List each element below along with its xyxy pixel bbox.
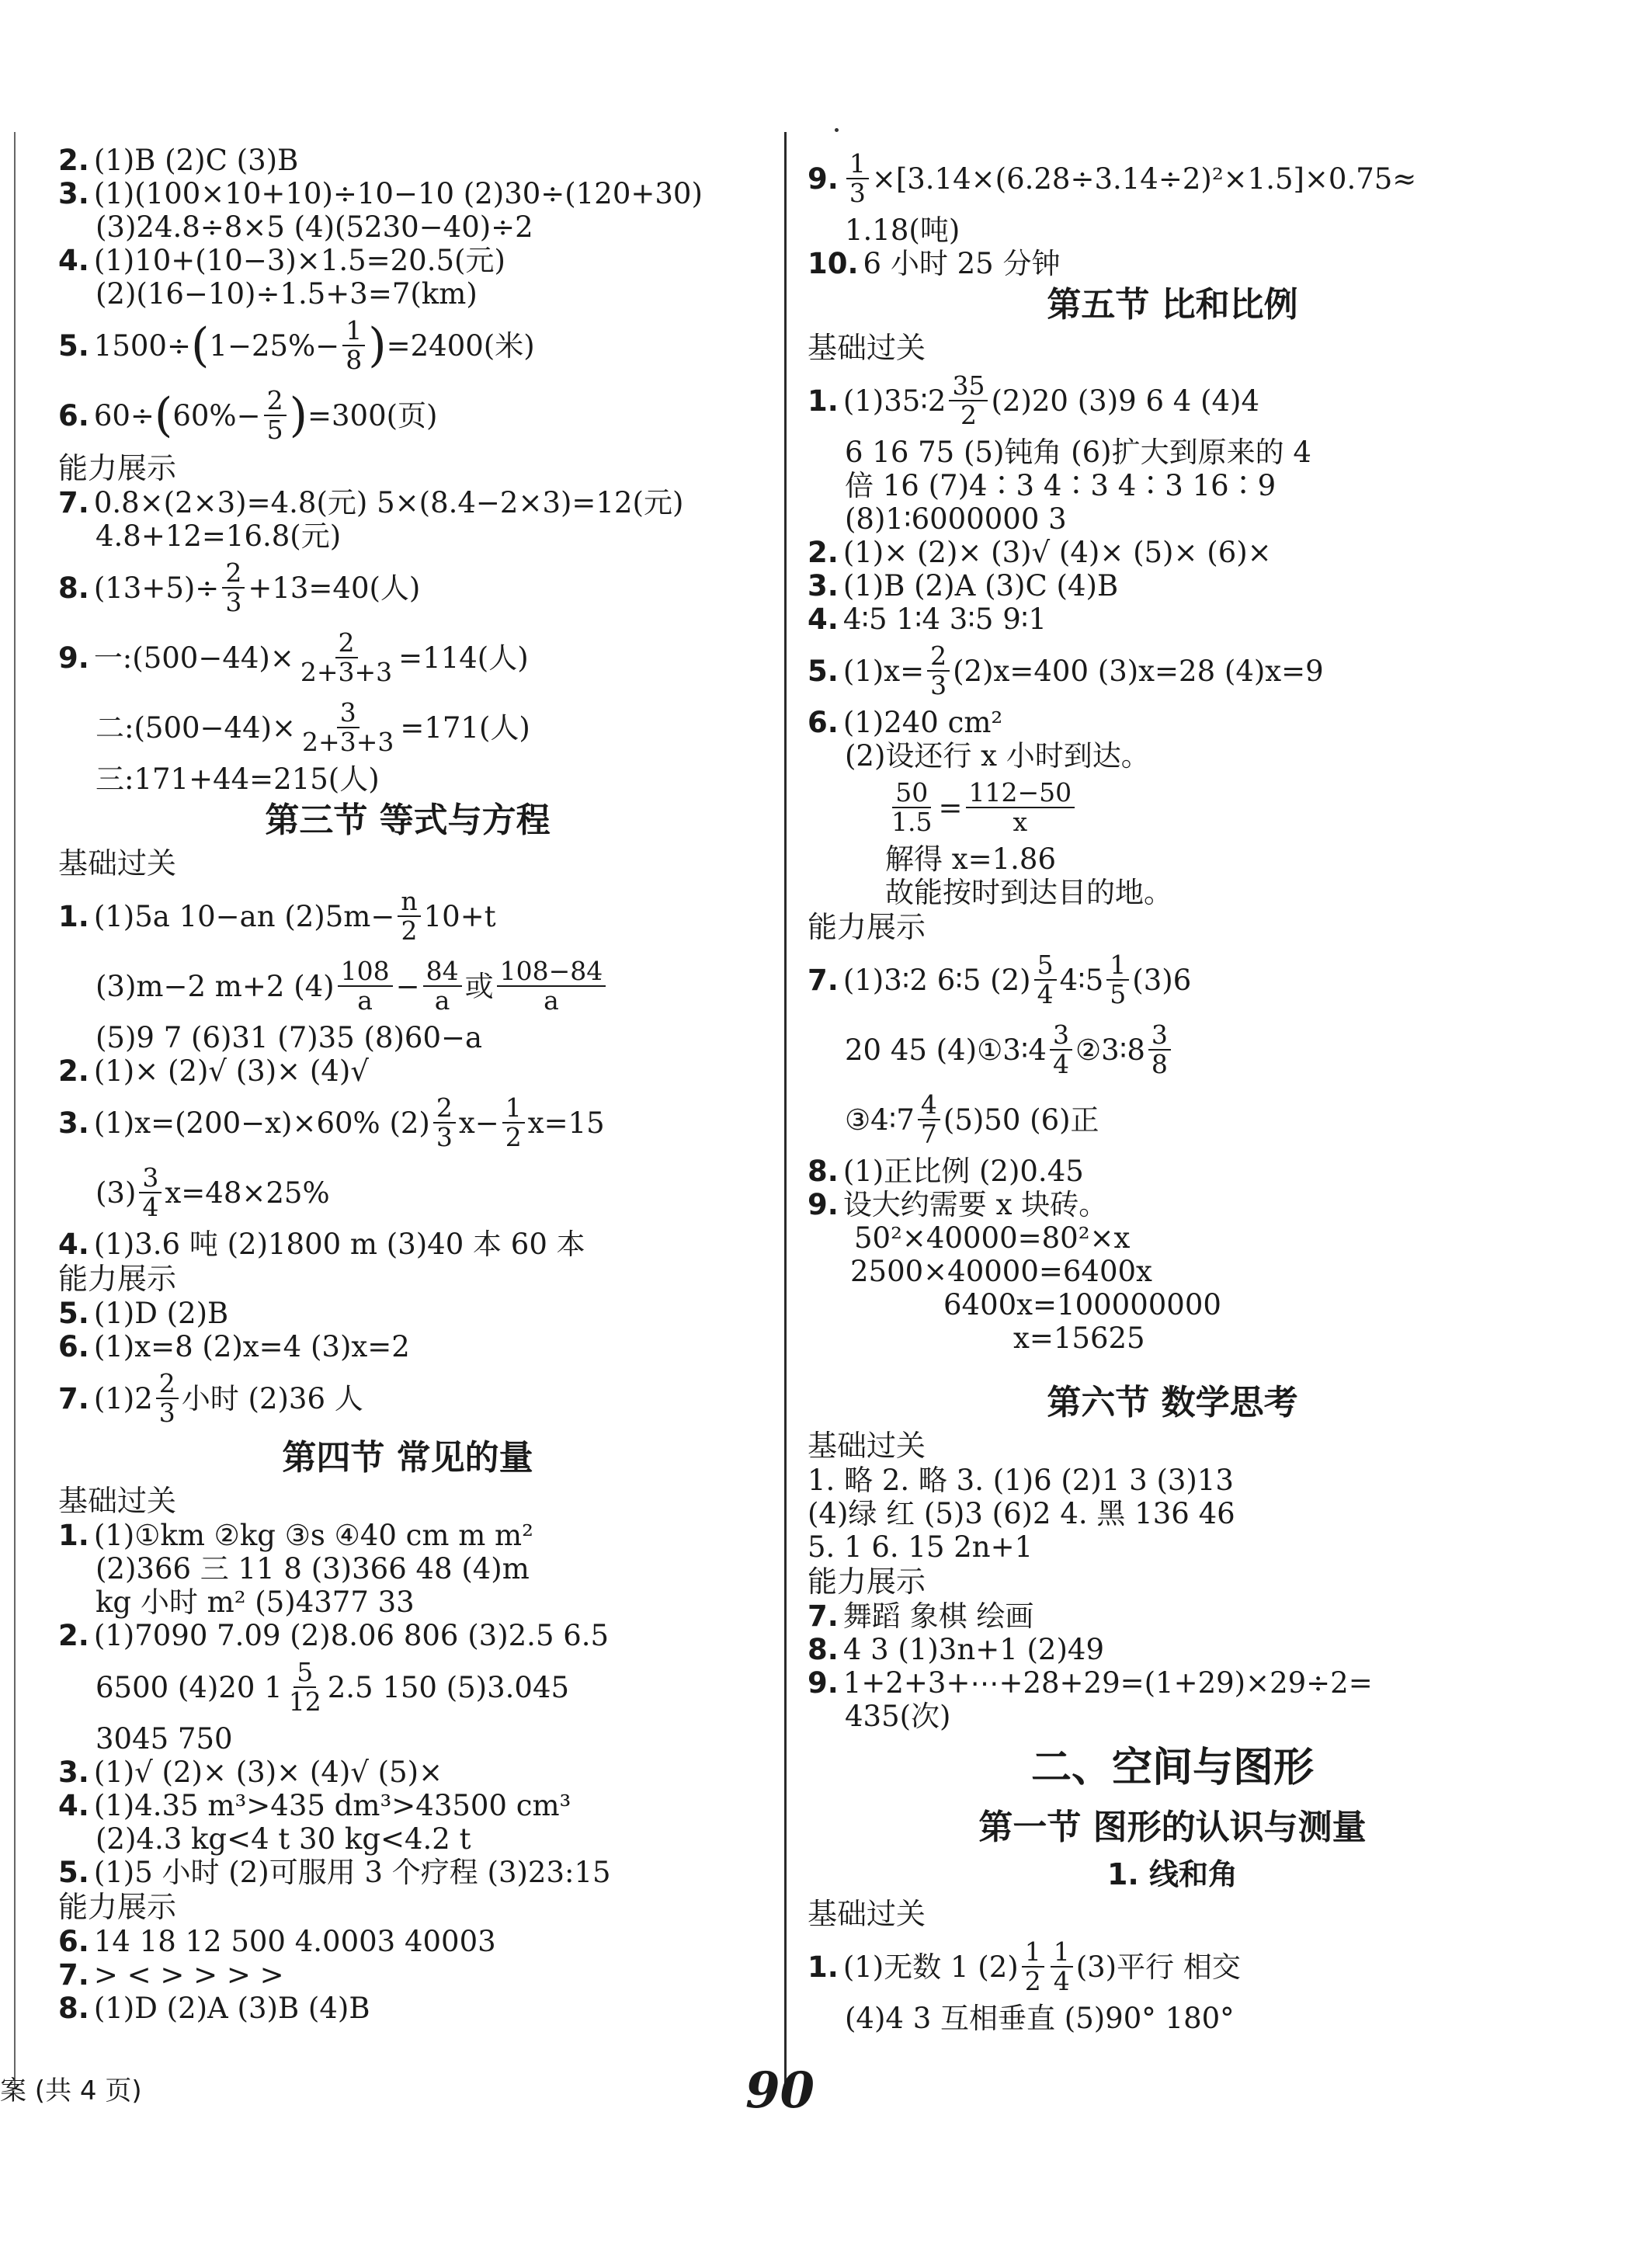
answer-line: 7. (1)3∶2 6∶5 (2) $\frac{5}{4}$ 4∶5 $\frac{1}{5}$ (3)6	[808, 950, 1192, 1009]
answer-line: 倍 16 (7)4∶3 4∶3 4∶3 16∶9	[845, 469, 1277, 502]
answer-line: 6400x=100000000	[943, 1288, 1221, 1322]
left-column	[58, 144, 757, 2025]
fraction: $\frac{35}{2}$	[949, 372, 988, 429]
section-title: 第一节 图形的认识与测量	[978, 1808, 1367, 1847]
fraction: $\frac{2}{3}$	[433, 1094, 456, 1151]
answer-line: 8. (1)D (2)A (3)B (4)B	[58, 1992, 370, 2025]
answer-line: 435(次)	[845, 1700, 951, 1733]
answer-line: 6500 (4)20 1 $\frac{5}{12}$ 2.5 150 (5)3.045	[96, 1657, 570, 1717]
answer-line: 1. (1)35∶2 $\frac{35}{2}$ (2)20 (3)9 6 4 (4)4	[808, 370, 1260, 430]
answer-line: 2. (1)× (2)× (3)√ (4)× (5)× (6)×	[808, 536, 1272, 569]
answer-line: $\frac{50}{1.5}$ = $\frac{112-50}{x}$	[808, 773, 1537, 842]
answer-line: 1.18(吨)	[845, 214, 960, 247]
answer-line: 8. (1)正比例 (2)0.45	[808, 1155, 1084, 1188]
fraction: $\frac{1}{2}$	[502, 1094, 525, 1151]
basic-heading: 基础过关	[808, 1429, 926, 1463]
right-column	[808, 144, 1537, 2035]
section-title: 第六节 数学思考	[1047, 1383, 1298, 1422]
fraction: $\frac{1}{2}$	[1022, 1938, 1044, 1995]
stray-dot	[835, 128, 839, 132]
fraction: $\frac{1}{4}$	[1051, 1938, 1073, 1995]
ability-heading: 能力展示	[58, 1890, 177, 1924]
answer-line: 5. (1)x= $\frac{2}{3}$ (2)x=400 (3)x=28 (4)x=9	[808, 641, 1324, 700]
basic-heading: 基础过关	[58, 846, 177, 880]
fraction: $\frac{4}{7}$	[918, 1091, 940, 1148]
answer-line: 2. (1)× (2)√ (3)× (4)√	[58, 1054, 369, 1088]
section-title: 第五节 比和比例	[1047, 285, 1298, 325]
answer-line: 2. (1)7090 7.09 (2)8.06 806 (3)2.5 6.5	[58, 1619, 610, 1652]
fraction: $\frac{50}{1.5}$	[891, 777, 933, 837]
fraction: $\frac{2}{3}$	[156, 1370, 179, 1427]
answer-line: 5. (1)D (2)B	[58, 1297, 229, 1330]
answer-line: (3)m−2 m+2 (4) $\frac{108}{a}$ − $\frac{84}{a}$ 或 $\frac{108-84}{a}$	[58, 951, 757, 1021]
answer-line: (3)24.8÷8×5 (4)(5230−40)÷2	[96, 210, 533, 244]
answer-line: (4)4 3 互相垂直 (5)90° 180°	[845, 2002, 1235, 2035]
answer-line: 二:(500−44)× $\frac{3}{2+3+3}$ =171(人)	[96, 697, 530, 757]
answer-line: 5. 1500÷ ( 1−25%− $\frac{1}{8}$ ) =2400(米)	[58, 315, 535, 375]
answer-line: 2500×40000=6400x	[850, 1255, 1152, 1288]
ability-heading: 能力展示	[808, 910, 926, 944]
ability-heading: 能力展示	[58, 451, 177, 485]
answer-line: 4.8+12=16.8(元)	[96, 519, 342, 553]
answer-line: (2)4.3 kg<4 t 30 kg<4.2 t	[96, 1822, 471, 1856]
answer-line: 8. (13+5)÷ $\frac{2}{3}$ +13=40(人)	[58, 557, 421, 617]
answer-line: 4. (1)10+(10−3)×1.5=20.5(元)	[58, 244, 505, 277]
answer-line: (2)设还行 x 小时到达。	[845, 739, 1150, 773]
answer-line: 8. 4 3 (1)3n+1 (2)49	[808, 1633, 1104, 1666]
answer-line: 故能按时到达目的地。	[885, 876, 1172, 909]
answer-line: 7. 舞蹈 象棋 绘画	[808, 1599, 1034, 1633]
answer-line: (8)1∶6000000 3	[845, 502, 1067, 536]
answer-line: 7. 0.8×(2×3)=4.8(元) 5×(8.4−2×3)=12(元)	[58, 486, 684, 519]
answer-line: 6. (1)240 cm²	[808, 706, 1003, 739]
answer-line: 7. > < > > > >	[58, 1958, 284, 1992]
fraction: $\frac{5}{12}$	[288, 1657, 321, 1717]
answer-line: 2. (1)B (2)C (3)B	[58, 144, 299, 177]
answer-line: 1. (1)①km ②kg ③s ④40 cm m m²	[58, 1519, 533, 1552]
fraction: $\frac{112-50}{x}$	[966, 779, 1075, 836]
column-divider	[784, 132, 787, 2089]
answer-line: 9. 设大约需要 x 块砖。	[808, 1188, 1108, 1221]
fraction: $\frac{5}{4}$	[1034, 951, 1057, 1009]
fraction: $\frac{2}{3}$	[222, 559, 245, 616]
answer-line: 1. (1)无数 1 (2) $\frac{1}{2}$ $\frac{1}{4}$ (3)平行 相交	[808, 1936, 1241, 1996]
part-title: 二、空间与图形	[1030, 1745, 1314, 1791]
ability-heading: 能力展示	[808, 1565, 926, 1599]
answer-line: ③4∶7 $\frac{4}{7}$ (5)50 (6)正	[845, 1089, 1099, 1149]
answer-line: 解得 x=1.86	[885, 842, 1057, 876]
fraction: $\frac{3}{4}$	[139, 1164, 162, 1221]
fraction: $\frac{2}{2+3+3}$	[300, 627, 393, 687]
answer-line: 9. $\frac{1}{3}$ ×[3.14×(6.28÷3.14÷2)²×1.5]×0.75≈	[808, 148, 1417, 208]
answer-line: 3. (1)√ (2)× (3)× (4)√ (5)×	[58, 1756, 443, 1789]
answer-line: 6. 60÷ ( 60%− $\frac{2}{5}$ ) =300(页)	[58, 385, 438, 445]
page-number: 90	[745, 2061, 815, 2120]
fraction: $\frac{84}{a}$	[423, 957, 462, 1015]
answer-line: 50²×40000=80²×x	[854, 1221, 1131, 1255]
fraction: $\frac{3}{4}$	[1050, 1021, 1072, 1078]
answer-line: 4. 4∶5 1∶4 3∶5 9∶1	[808, 603, 1047, 636]
answer-line: 3. (1)x=(200−x)×60% (2) $\frac{2}{3}$ x− $\frac{1}{2}$ x=15	[58, 1092, 605, 1152]
answer-line: 4. (1)4.35 m³>435 dm³>43500 cm³	[58, 1789, 571, 1822]
answer-line: 3. (1)(100×10+10)÷10−10 (2)30÷(120+30)	[58, 177, 703, 210]
answer-line: 20 45 (4)①3∶4 $\frac{3}{4}$ ②3∶8 $\frac{3}{8}$	[808, 1015, 1537, 1085]
answer-line: 3. (1)B (2)A (3)C (4)B	[808, 569, 1119, 603]
answer-line: (5)9 7 (6)31 (7)35 (8)60−a	[96, 1021, 483, 1054]
fraction: $\frac{108}{a}$	[338, 957, 393, 1015]
basic-heading: 基础过关	[808, 331, 926, 365]
fraction: $\frac{3}{8}$	[1148, 1021, 1171, 1078]
answer-line: 9. 1+2+3+⋯+28+29=(1+29)×29÷2=	[808, 1666, 1373, 1700]
fraction: $\frac{1}{5}$	[1106, 951, 1129, 1009]
answer-line: 10. 6 小时 25 分钟	[808, 247, 1061, 280]
answer-line: (2)366 三 11 8 (3)366 48 (4)m	[96, 1552, 530, 1586]
fraction: $\frac{n}{2}$	[398, 887, 420, 945]
answer-line: 7. (1)2 $\frac{2}{3}$ 小时 (2)36 人	[58, 1368, 363, 1428]
answer-line: (4)绿 红 (5)3 (6)2 4. 黑 136 46	[808, 1497, 1235, 1530]
basic-heading: 基础过关	[58, 1484, 177, 1518]
answer-line: 6. 14 18 12 500 4.0003 40003	[58, 1925, 496, 1958]
answer-line: kg 小时 m² (5)4377 33	[96, 1586, 415, 1619]
left-margin-line	[14, 132, 16, 2089]
answer-line: 9. 一:(500−44)× $\frac{2}{2+3+3}$ =114(人)	[58, 627, 529, 687]
section-title: 第三节 等式与方程	[265, 801, 551, 840]
ability-heading: 能力展示	[58, 1262, 177, 1296]
fraction: $\frac{2}{3}$	[927, 642, 950, 700]
answer-line: 5. 1 6. 15 2n+1	[808, 1530, 1033, 1564]
answer-line: 6. (1)x=8 (2)x=4 (3)x=2	[58, 1330, 410, 1363]
section-title: 第四节 常见的量	[282, 1438, 533, 1478]
answer-line: 1. (1)5a 10−an (2)5m− $\frac{n}{2}$ 10+t	[58, 886, 496, 946]
footer-left-text: 案 (共 4 页)	[0, 2075, 142, 2106]
answer-line: (2)(16−10)÷1.5+3=7(km)	[96, 277, 478, 311]
answer-line: 4. (1)3.6 吨 (2)1800 m (3)40 本 60 本	[58, 1228, 585, 1261]
answer-line: 三:171+44=215(人)	[96, 762, 380, 796]
answer-line: x=15625	[1013, 1322, 1145, 1355]
basic-heading: 基础过关	[808, 1897, 926, 1931]
fraction: $\frac{108-84}{a}$	[497, 957, 606, 1015]
fraction: $\frac{3}{2+3+3}$	[302, 697, 394, 757]
answer-line: 6 16 75 (5)钝角 (6)扩大到原来的 4	[845, 436, 1311, 469]
answer-line: 1. 略 2. 略 3. (1)6 (2)1 3 (3)13	[808, 1464, 1234, 1497]
answer-line: (3) $\frac{3}{4}$ x=48×25%	[96, 1162, 330, 1222]
fraction: $\frac{2}{5}$	[264, 387, 287, 444]
fraction: $\frac{1}{8}$	[342, 317, 365, 374]
answer-line: 3045 750	[96, 1722, 233, 1756]
answer-line: 5. (1)5 小时 (2)可服用 3 个疗程 (3)23:15	[58, 1856, 611, 1889]
subsection-title: 1. 线和角	[1106, 1857, 1238, 1891]
fraction: $\frac{1}{3}$	[846, 150, 869, 207]
